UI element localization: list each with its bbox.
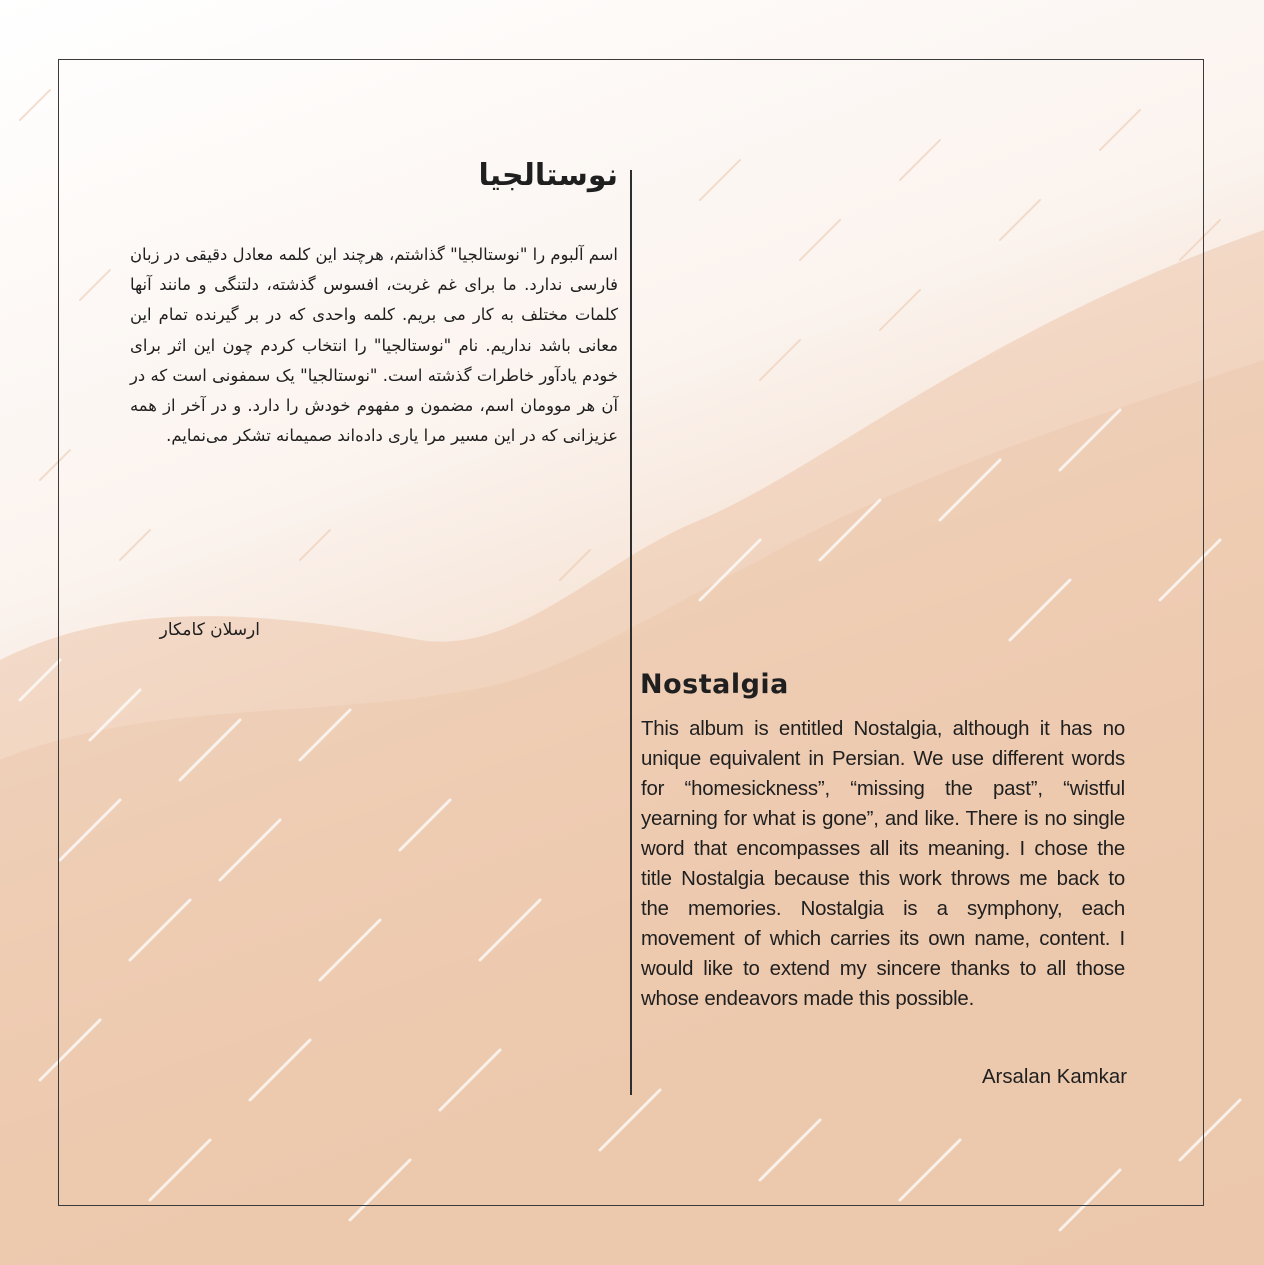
english-body-text: This album is entitled Nostalgia, although it has no unique equivalent in Persian. We use different words for “homesickness”, “missing the past”, “wistful yearning for what is gone”, and like. There is no single word that encompasses all its meaning. I chose the title Nostalgia because this work throws me back to the memories. Nostalgia is a symphony, each movement of which carries its own name, content. I would like to extend my sincere thanks to all those whose endeavors made this possible.: [641, 718, 1125, 1010]
english-signature: Arsalan Kamkar: [981, 1066, 1127, 1088]
persian-body-text: اسم آلبوم را "نوستالجیا" گذاشتم، هرچند این کلمه معادل دقیقی در زبان فارسی ندارد. ما برای غم غربت، افسوس گذشته، دلتنگی و مانند آنها کلمات مختلف به کار می بریم. کلمه واحدی که در بر گیرنده تمام این معانی باشد نداریم. نام "نوستالجیا" را انتخاب کردم چون این اثر برای خودم یادآور خاطرات گذشته است. "نوستالجیا" یک سمفونی است که در آن هر موومان اسم، مضمون و مفهوم خودش را دارد. و در آخر از همه عزیزانی که در این مسیر مرا یاری داده‌اند صمیمانه تشکر می‌نمایم.: [130, 245, 618, 446]
persian-signature: ارسلان کامکار: [159, 620, 260, 640]
column-divider: [630, 170, 632, 1095]
english-title: Nostalgia: [640, 669, 789, 700]
persian-title: نوستالجیا: [478, 158, 618, 193]
